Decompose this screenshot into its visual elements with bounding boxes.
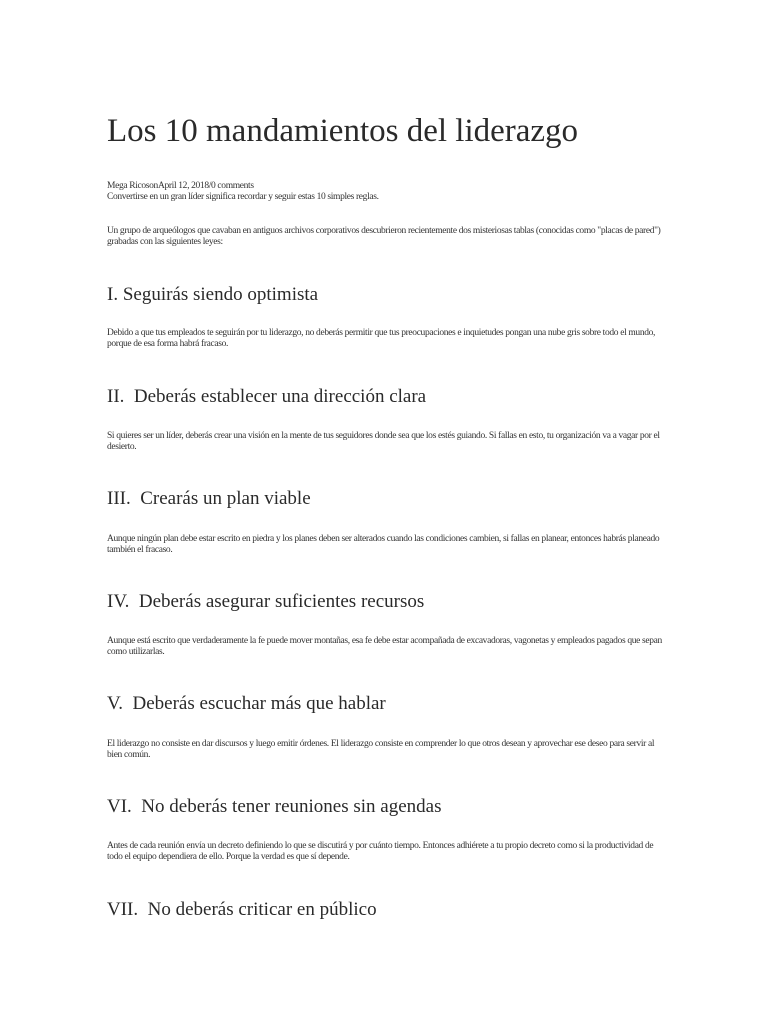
- section-text-1: Debido a que tus empleados te seguirán por tu liderazgo, no deberás permitir que tus preocupaciones e inquietudes pongan una nube gris sobre todo el mundo, porque de esa forma habrá fracaso.: [107, 328, 656, 349]
- article-subtitle: Convertirse en un gran líder significa recordar y seguir estas 10 simples reglas.: [107, 192, 379, 202]
- section-text-2: Si quieres ser un líder, deberás crear una visión en la mente de tus seguidores donde sea que los estés guiando. Si fallas en esto, tu organización va a vagar por el desierto.: [107, 431, 660, 452]
- section-text-3: Aunque ningún plan debe estar escrito en piedra y los planes deben ser alterados cuando las condiciones cambien, si fallas en planear, entonces habrás planeado también el fracaso.: [107, 534, 660, 555]
- author-date-line: Mega RicosonApril 12, 2018/0 comments: [107, 181, 254, 191]
- section-heading-5: V. Deberás escuchar más que hablar: [107, 693, 386, 714]
- section-text-5: El liderazgo no consiste en dar discursos y luego emitir órdenes. El liderazgo consiste en comprender lo que otros desean y aprovechar ese deseo para servir al bien común.: [107, 739, 655, 760]
- article-meta: [107, 181, 379, 203]
- section-heading-7: VII. No deberás criticar en público: [107, 899, 377, 920]
- section-text-4: Aunque está escrito que verdaderamente la fe puede mover montañas, esa fe debe estar acompañada de excavadoras, vagonetas y empleados pagados que sepan como utilizarlas.: [107, 636, 662, 657]
- article-title: Los 10 mandamientos del liderazgo: [107, 113, 579, 149]
- section-heading-4: IV. Deberás asegurar suficientes recursos: [107, 591, 425, 612]
- section-heading-2: II. Deberás establecer una dirección clara: [107, 386, 427, 407]
- section-heading-1: I. Seguirás siendo optimista: [107, 284, 319, 305]
- section-heading-6: VI. No deberás tener reuniones sin agendas: [107, 796, 442, 817]
- section-text-6: Antes de cada reunión envía un decreto definiendo lo que se discutirá y por cuánto tiempo. Entonces adhiérete a tu propio decreto como si la productividad de todo el equipo dependiera de ello. Porque la verdad es que sí depende.: [107, 841, 654, 862]
- intro-paragraph: Un grupo de arqueólogos que cavaban en antiguos archivos corporativos descubrieron recientemente dos misteriosas tablas (conocidas como "placas de pared") grabadas con las siguientes leyes:: [107, 226, 661, 247]
- section-heading-3: III. Crearás un plan viable: [107, 488, 311, 509]
